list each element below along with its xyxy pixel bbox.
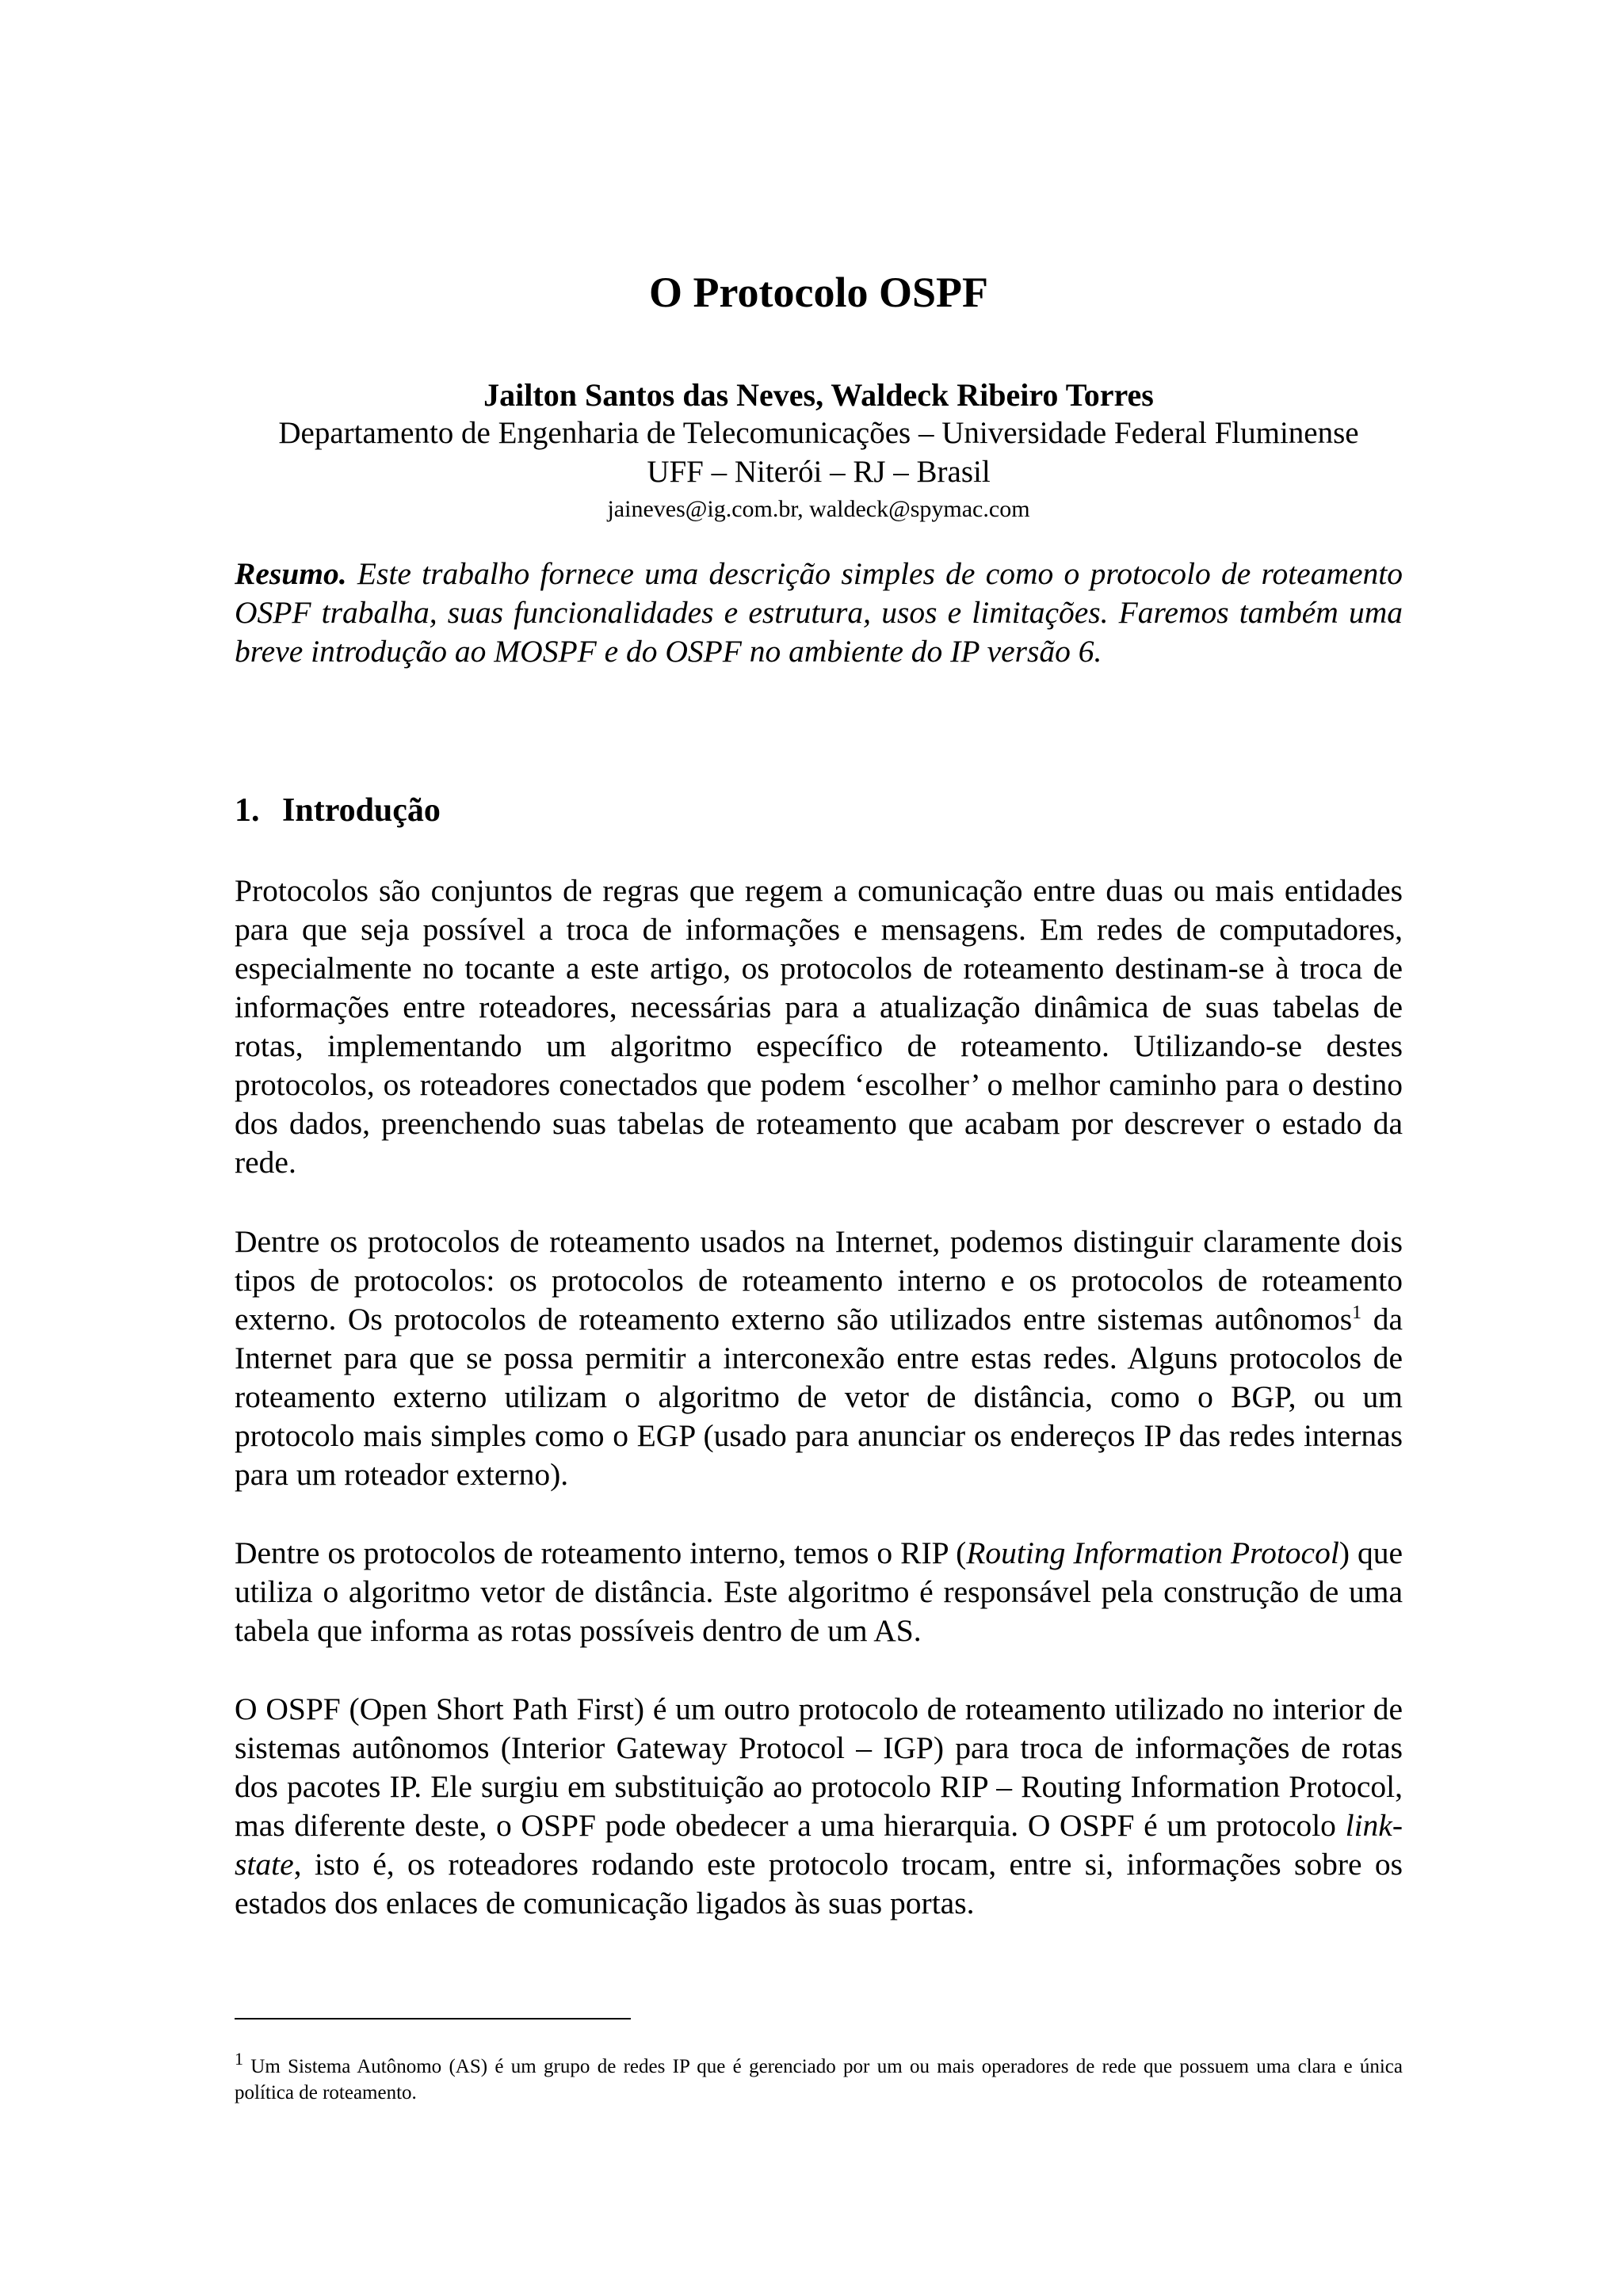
- footnote-marker: 1: [235, 2049, 243, 2069]
- paragraph-3-text-b: ) que utiliza o algoritmo vetor de distância. Este algoritmo é responsável pela construção de uma tabela que informa as rotas possíveis dentro de um AS.: [235, 1535, 1403, 1648]
- footnote-text: Um Sistema Autônomo (AS) é um grupo de redes IP que é gerenciado por um ou mais operadores de rede que possuem uma clara e única política de roteamento.: [235, 2056, 1403, 2103]
- section-heading: [235, 791, 441, 830]
- affiliation-location: UFF – Niterói – RJ – Brasil: [647, 455, 991, 489]
- section-title: Introdução: [282, 792, 441, 829]
- paragraph-2: [235, 1222, 1403, 1494]
- affiliation-department: Departamento de Engenharia de Telecomunicações – Universidade Federal Fluminense: [278, 416, 1359, 450]
- footnote: [235, 2049, 1403, 2106]
- paragraph-2-text-a: Dentre os protocolos de roteamento usados na Internet, podemos distinguir claramente dois tipos de protocolos: os protocolos de roteamento interno e os protocolos de roteamento externo. Os protocolos de roteamento externo são utilizados entre sistemas autônomos: [235, 1224, 1403, 1337]
- section-number: 1.: [235, 792, 260, 829]
- paragraph-3-text-a: Dentre os protocolos de roteamento interno, temos o RIP (: [235, 1535, 967, 1570]
- paper-title: O Protocolo OSPF: [649, 269, 988, 316]
- abstract: [235, 555, 1403, 671]
- paragraph-1: Protocolos são conjuntos de regras que regem a comunicação entre duas ou mais entidades para que seja possível a troca de informações e mensagens. Em redes de computadores, especialmente no tocante a este artigo, os protocolos de roteamento destinam-se à troca de informações entre roteadores, necessárias para a atualização dinâmica de suas tabelas de rotas, implementando um algoritmo específico de roteamento. Utilizando-se destes protocolos, os roteadores conectados que podem ‘escolher’ o melhor caminho para o destino dos dados, preenchendo suas tabelas de roteamento que acabam por descrever o estado da rede.: [235, 873, 1403, 1180]
- paragraph-4: [235, 1690, 1403, 1923]
- paragraph-4-text-b: , isto é, os roteadores rodando este protocolo trocam, entre si, informações sobre os estados dos enlaces de comunicação ligados às suas portas.: [235, 1847, 1403, 1920]
- abstract-text: Este trabalho fornece uma descrição simples de como o protocolo de roteamento OSPF trabalha, suas funcionalidades e estrutura, usos e limitações. Faremos também uma breve introdução ao MOSPF e do OSPF no ambiente do IP versão 6.: [235, 556, 1403, 669]
- abstract-label: Resumo.: [235, 556, 347, 591]
- paper-authors: Jailton Santos das Neves, Waldeck Ribeiro Torres: [483, 377, 1154, 413]
- paragraph-4-italic: link-state: [235, 1808, 1403, 1882]
- footnote-reference: 1: [1352, 1302, 1362, 1323]
- paragraph-3: [235, 1534, 1403, 1650]
- paragraph-2-text-b: da Internet para que se possa permitir a interconexão entre estas redes. Alguns protocolos de roteamento externo utilizam o algoritmo de vetor de distância, como o BGP, ou um protocolo mais simples como o EGP (usado para anunciar os endereços IP das redes internas para um roteador externo).: [235, 1302, 1403, 1492]
- footnote-divider: [235, 2018, 631, 2019]
- paragraph-3-italic: Routing Information Protocol: [966, 1535, 1339, 1570]
- paragraph-4-text-a: O OSPF (Open Short Path First) é um outro protocolo de roteamento utilizado no interior de sistemas autônomos (Interior Gateway Protocol – IGP) para troca de informações de rotas dos pacotes IP. Ele surgiu em substituição ao protocolo RIP – Routing Information Protocol, mas diferente deste, o OSPF pode obedecer a uma hierarquia. O OSPF é um protocolo: [235, 1691, 1403, 1843]
- author-emails: jaineves@ig.com.br, waldeck@spymac.com: [607, 496, 1030, 522]
